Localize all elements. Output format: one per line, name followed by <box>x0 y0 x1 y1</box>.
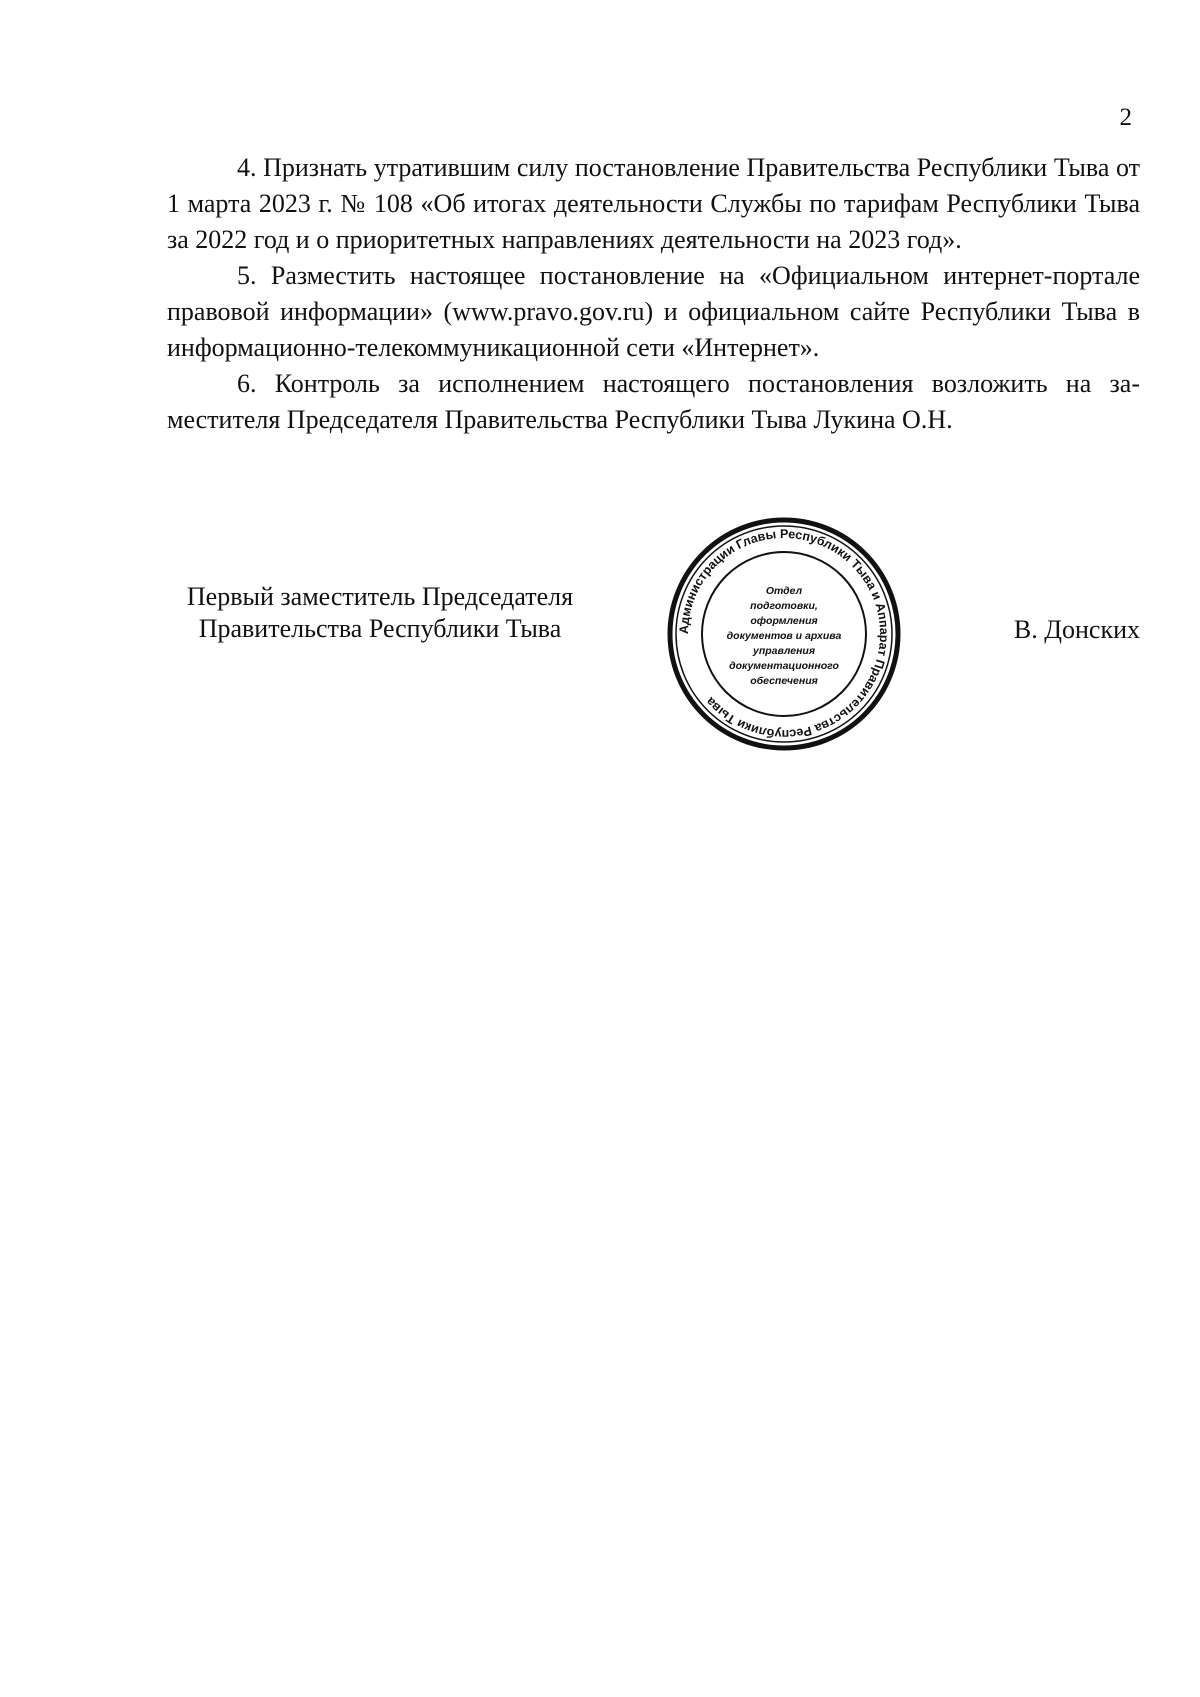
svg-text:обеспечения: обеспечения <box>750 675 818 687</box>
paragraph-item-5: 5. Разместить настоящее постановление на «Официальном интернет-портале правовой информации» (www.pravo.gov.ru) и официальном сайте Республики Тыва в информационно-телекоммуникационной сети «Интернет». <box>167 261 1140 362</box>
signatory-name: В. Донских <box>1013 615 1140 644</box>
official-seal-stamp <box>664 514 904 754</box>
document-body <box>167 150 1140 438</box>
svg-text:подготовки,: подготовки, <box>750 600 818 612</box>
svg-text:документов и архива: документов и архива <box>726 630 842 642</box>
signatory-position <box>160 581 600 645</box>
paragraph-item-6: 6. Контроль за исполнением настоящего постановления возложить на заместителя Председателя Правительства Республики Тыва Лукина О.Н. <box>167 369 1140 434</box>
svg-text:оформления: оформления <box>750 615 818 627</box>
signatory-position-line-1: Первый заместитель Председателя <box>186 582 574 611</box>
paragraph-item-4: 4. Признать утратившим силу постановление Правительства Республики Тыва от 1 марта 2023 г. № 108 «Об итогах деятельности Службы по тарифам Республики Тыва за 2022 год и о приоритетных направлениях деятельности на 2023 год». <box>167 153 1140 254</box>
svg-text:документационного: документационного <box>729 660 839 672</box>
signatory-position-line-2: Правительства Республики Тыва <box>198 614 562 643</box>
seal-graphic <box>664 514 904 754</box>
svg-text:управления: управления <box>752 645 816 657</box>
seal-center-text <box>727 585 842 687</box>
page-number: 2 <box>1119 104 1132 131</box>
seal-ring-text: Администрации Главы Республики Тыва и Аппарат Правительства Республики Тыва <box>676 526 892 742</box>
svg-text:Отдел: Отдел <box>765 585 803 597</box>
